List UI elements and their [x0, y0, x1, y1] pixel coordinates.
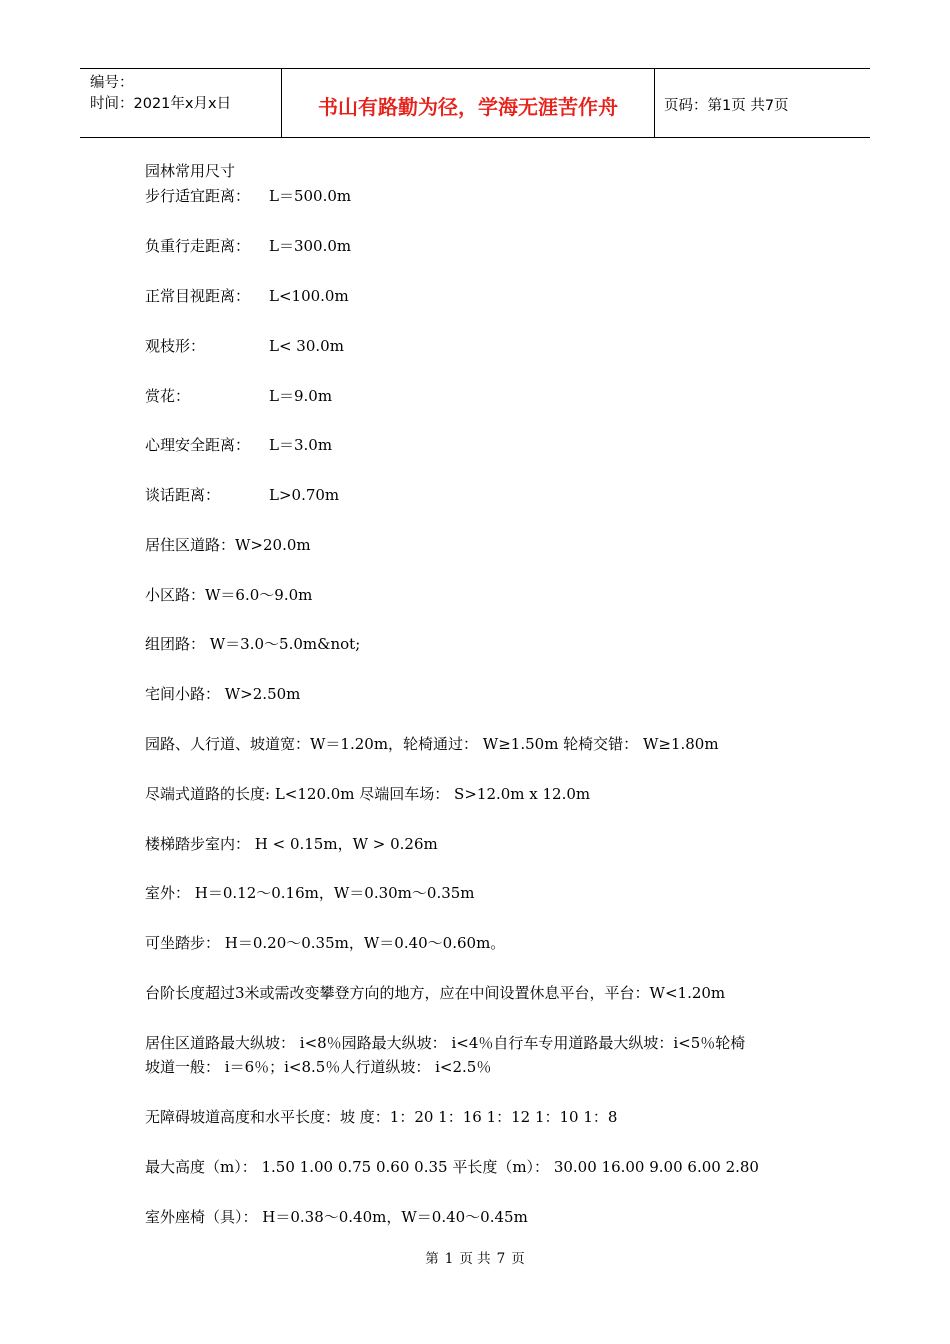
- tabbed-row: [145, 236, 352, 256]
- paragraph: 室外： H＝0.12～0.16m，W＝0.30m～0.35m: [145, 884, 475, 902]
- row-value: L<100.0m: [269, 287, 349, 305]
- paragraph: 小区路：W＝6.0～9.0m: [145, 586, 313, 604]
- row-label: 谈话距离：: [145, 486, 221, 504]
- document-time-label: 时间：2021年x月x日: [90, 96, 232, 112]
- footer-suffix: 页: [511, 1251, 525, 1267]
- paragraph: 居住区道路：W>20.0m: [145, 536, 311, 554]
- tabbed-row: [145, 286, 349, 306]
- document-title: 园林常用尺寸: [145, 162, 236, 180]
- header-motto: 书山有路勤为径，学海无涯苦作舟: [318, 95, 618, 119]
- tabbed-row: [145, 435, 333, 455]
- page-footer: [0, 1247, 950, 1267]
- paragraph: 园路、人行道、坡道宽：W＝1.20m，轮椅通过： W≥1.50m 轮椅交错： W≥1.80m: [145, 735, 719, 753]
- tabbed-row: [145, 485, 340, 505]
- paragraph: 组团路： W＝3.0～5.0m&not;: [145, 635, 361, 653]
- header-page-info: 页码：第1页 共7页: [664, 98, 789, 114]
- paragraph: 台阶长度超过3米或需改变攀登方向的地方，应在中间设置休息平台，平台：W<1.20m: [145, 984, 726, 1002]
- row-value: L>0.70m: [269, 486, 340, 504]
- row-label: 心理安全距离：: [145, 436, 251, 454]
- header-meta: [90, 73, 231, 115]
- paragraph: 室外座椅（具）： H＝0.38～0.40m，W＝0.40～0.45m: [145, 1208, 528, 1226]
- paragraph: 尽端式道路的长度: L<120.0m 尽端回车场： S>12.0m x 12.0m: [145, 785, 591, 803]
- tabbed-row: [145, 186, 352, 206]
- footer-prefix: 第: [425, 1251, 439, 1267]
- row-value: L＝300.0m: [269, 237, 352, 255]
- row-label: 负重行走距离：: [145, 237, 251, 255]
- paragraph: 无障碍坡道高度和水平长度：坡 度：1：20 1：16 1：12 1：10 1：8: [145, 1108, 618, 1126]
- row-value: L< 30.0m: [269, 337, 344, 355]
- row-value: L＝9.0m: [269, 387, 333, 405]
- paragraph: 可坐踏步： H＝0.20～0.35m，W＝0.40～0.60m。: [145, 934, 506, 952]
- footer-middle: 页 共: [459, 1251, 491, 1267]
- header-divider-right: [654, 69, 655, 137]
- tabbed-row: [145, 336, 344, 356]
- paragraph: 宅间小路： W>2.50m: [145, 685, 301, 703]
- footer-current-page: 1: [444, 1251, 454, 1267]
- row-value: L＝500.0m: [269, 187, 352, 205]
- footer-total-pages: 7: [496, 1251, 506, 1267]
- page-header: [80, 68, 870, 138]
- row-label: 步行适宜距离：: [145, 187, 251, 205]
- row-label: 观枝形：: [145, 337, 206, 355]
- row-label: 赏花：: [145, 387, 191, 405]
- paragraph: 最大高度（m）： 1.50 1.00 0.75 0.60 0.35 平长度（m）： 30.00 16.00 9.00 6.00 2.80: [145, 1158, 759, 1176]
- paragraph: 楼梯踏步室内： H < 0.15m，W > 0.26m: [145, 835, 438, 853]
- row-label: 正常目视距离：: [145, 287, 251, 305]
- row-value: L＝3.0m: [269, 436, 333, 454]
- paragraph: 坡道一般： i＝6％；i<8.5％人行道纵坡： i<2.5％: [145, 1058, 492, 1076]
- document-number-label: 编号：: [90, 75, 134, 91]
- tabbed-row: [145, 386, 333, 406]
- paragraph: 居住区道路最大纵坡： i<8％园路最大纵坡： i<4％自行车专用道路最大纵坡：i<5％轮椅: [145, 1034, 746, 1052]
